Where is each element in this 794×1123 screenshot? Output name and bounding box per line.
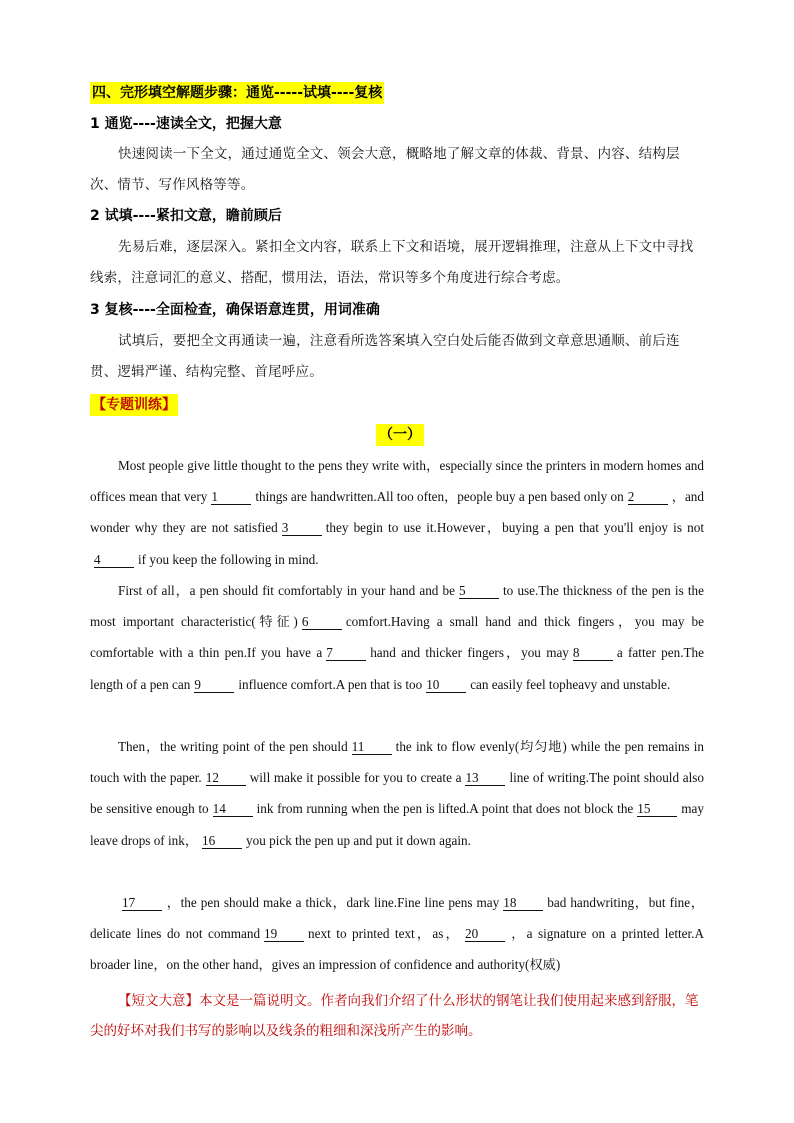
blank-18[interactable]: 18 xyxy=(503,896,543,911)
blank-11[interactable]: 11 xyxy=(352,740,392,755)
blank-14[interactable]: 14 xyxy=(213,802,253,817)
blank-7[interactable]: 7 xyxy=(326,646,366,661)
blank-3[interactable]: 3 xyxy=(282,521,322,536)
step-3-body: 试填后，要把全文再通读一遍，注意看所选答案填入空白处后能否做到文章意思通顺、前后连贯、逻辑严谨、结构完整、首尾呼应。 xyxy=(90,333,680,380)
blank-10[interactable]: 10 xyxy=(426,678,466,693)
step-3-heading: 3 复核----全面检查，确保语意连贯，用词准确 xyxy=(90,302,380,318)
blank-15[interactable]: 15 xyxy=(637,802,677,817)
section-heading: 四、完形填空解题步骤：通览-----试填----复核 xyxy=(90,82,384,104)
passage-paragraph-4: 17 ，the pen should make a thick，dark line.Fine line pens may 18 bad handwriting，but fine，delicate lines do not command 19 next to printed text，as， 20 ，a signature on a printed letter.A broader line，on the other hand，gives an impression of confidence and authority(权威) xyxy=(90,895,704,973)
passage-paragraph-2: First of all，a pen should fit comfortably in your hand and be 5 to use.The thickness of the pen is the most important characteristic(特征) 6 comfort.Having a small hand and thick fingers，you may be comfortable with a thin pen.If you have a 7 hand and thicker fingers，you may 8 a fatter pen.The length of a pen can 9 influence comfort.A pen that is too 10 can easily feel topheavy and unstable. xyxy=(90,583,705,692)
blank-17[interactable]: 17 xyxy=(122,896,162,911)
blank-6[interactable]: 6 xyxy=(302,615,342,630)
section-number: （一） xyxy=(376,424,424,446)
passage-paragraph-1: Most people give little thought to the pens they write with，especially since the printers in modern homes and offices mean that very 1 things are handwritten.All too often，people buy a pen based only on 2 ，and wonder why they are not satisfied 3 they begin to use it.However，buying a pen that you'll enjoy is not4 if you keep the following in mind. xyxy=(90,458,704,567)
passage-summary: 【短文大意】本文是一篇说明文。作者向我们介绍了什么形状的钢笔让我们使用起来感到舒服，笔尖的好坏对我们书写的影响以及线条的粗细和深浅所产生的影响。 xyxy=(90,993,699,1039)
blank-2[interactable]: 2 xyxy=(628,490,668,505)
step-1-body: 快速阅读一下全文，通过通览全文、领会大意，概略地了解文章的体裁、背景、内容、结构层次、情节、写作风格等等。 xyxy=(90,146,680,193)
blank-13[interactable]: 13 xyxy=(465,771,505,786)
passage-paragraph-3: Then，the writing point of the pen should 11 the ink to flow evenly(均匀地) while the pen remains in touch with the paper. 12 will make it possible for you to create a 13 line of writing.The point should also be sensitive enough to 14 ink from running when the pen is lifted.A point that does not block the 15 may leave drops of ink， 16 you pick the pen up and put it down again. xyxy=(90,739,705,848)
step-2-body: 先易后难，逐层深入。紧扣全文内容，联系上下文和语境，展开逻辑推理，注意从上下文中寻找线索，注意词汇的意义、搭配，惯用法，语法，常识等多个角度进行综合考虑。 xyxy=(90,239,694,286)
step-1-heading: 1 通览----速读全文，把握大意 xyxy=(90,116,282,132)
blank-12[interactable]: 12 xyxy=(206,771,246,786)
blank-19[interactable]: 19 xyxy=(264,927,304,942)
step-2-heading: 2 试填----紧扣文意，瞻前顾后 xyxy=(90,208,282,224)
blank-16[interactable]: 16 xyxy=(202,834,242,849)
blank-8[interactable]: 8 xyxy=(573,646,613,661)
blank-9[interactable]: 9 xyxy=(194,678,234,693)
blank-4[interactable]: 4 xyxy=(94,553,134,568)
blank-5[interactable]: 5 xyxy=(459,584,499,599)
blank-1[interactable]: 1 xyxy=(211,490,251,505)
training-tag: 【专题训练】 xyxy=(90,394,178,416)
blank-20[interactable]: 20 xyxy=(465,927,505,942)
